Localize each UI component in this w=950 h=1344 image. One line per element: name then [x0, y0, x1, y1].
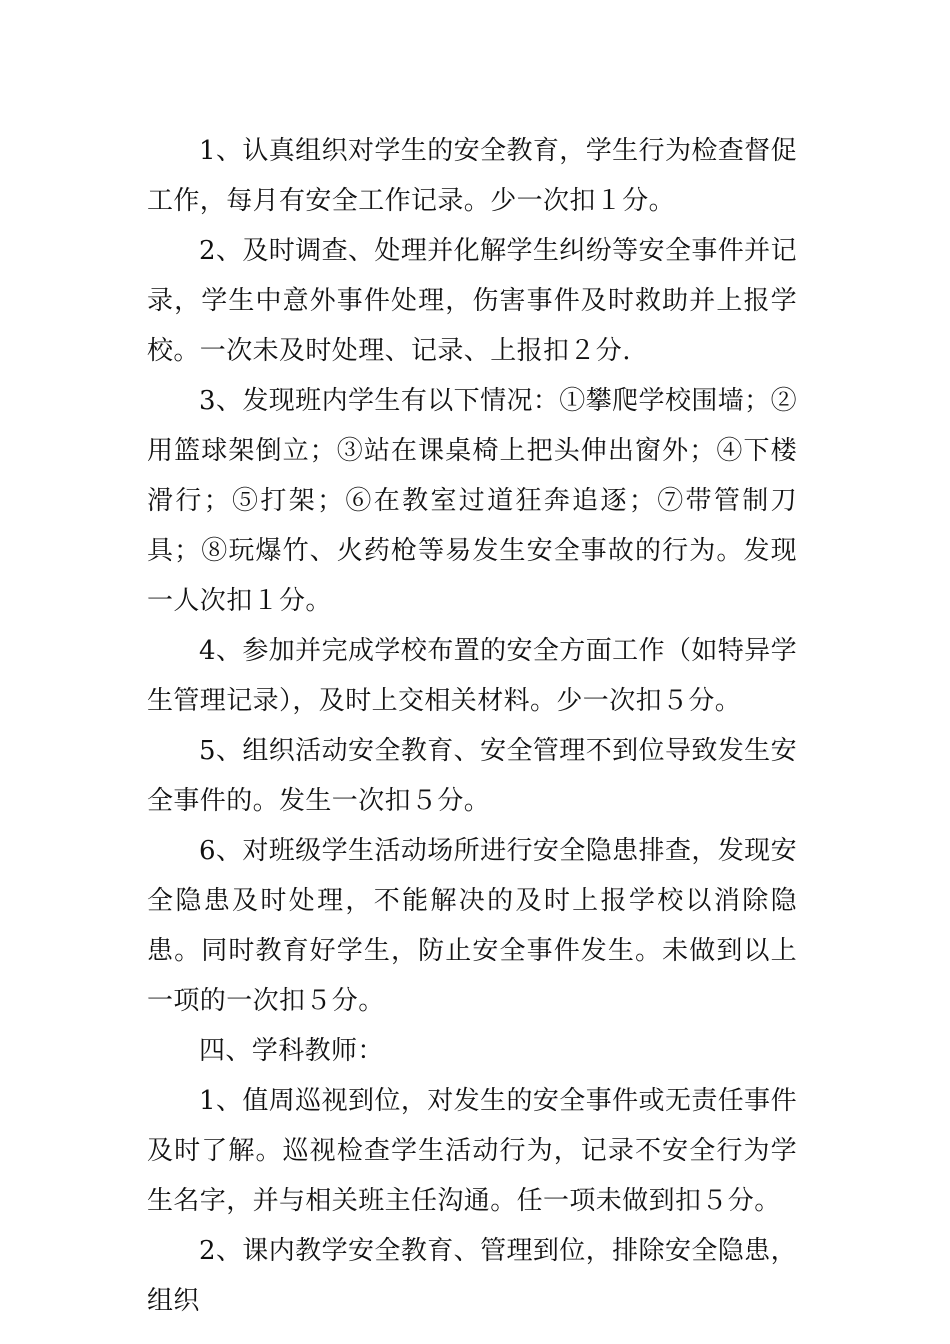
paragraph-class-teacher-item-6: 6、对班级学生活动场所进行安全隐患排查，发现安全隐患及时处理，不能解决的及时上报学校以消除隐患。同时教育好学生，防止安全事件发生。未做到以上一项的一次扣５分。 — [147, 836, 797, 1016]
paragraph-class-teacher-item-2: 2、及时调查、处理并化解学生纠纷等安全事件并记录，学生中意外事件处理，伤害事件及时救助并上报学校。一次未及时处理、记录、上报扣２分. — [147, 236, 797, 366]
paragraph-class-teacher-item-5: 5、组织活动安全教育、安全管理不到位导致发生安全事件的。发生一次扣５分。 — [147, 736, 797, 816]
section-heading-subject-teachers: 四、学科教师： — [199, 1036, 384, 1066]
paragraph-class-teacher-item-3: 3、发现班内学生有以下情况：①攀爬学校围墙；②用篮球架倒立；③站在课桌椅上把头伸出窗外；④下楼滑行；⑤打架；⑥在教室过道狂奔追逐；⑦带管制刀具；⑧玩爆竹、火药枪等易发生安全事故的行为。发现一人次扣１分。 — [147, 386, 797, 616]
paragraph-subject-teacher-item-2: 2、课内教学安全教育、管理到位，排除安全隐患，组织 — [147, 1236, 797, 1316]
paragraph-class-teacher-item-1: 1、认真组织对学生的安全教育，学生行为检查督促工作，每月有安全工作记录。少一次扣１分。 — [147, 136, 797, 216]
paragraph-class-teacher-item-4: 4、参加并完成学校布置的安全方面工作（如特异学生管理记录），及时上交相关材料。少一次扣５分。 — [147, 636, 797, 716]
paragraph-subject-teacher-item-1: 1、值周巡视到位，对发生的安全事件或无责任事件及时了解。巡视检查学生活动行为，记录不安全行为学生名字，并与相关班主任沟通。任一项未做到扣５分。 — [147, 1086, 797, 1216]
document-body — [147, 126, 797, 1326]
